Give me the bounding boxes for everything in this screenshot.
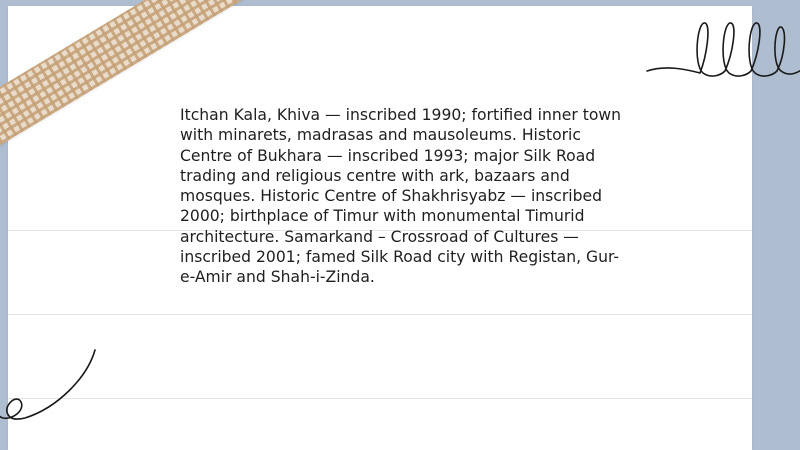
body-text: Itchan Kala, Khiva — inscribed 1990; fortified inner town with minarets, madrasas and mausoleums. Historic Centre of Bukhara — inscribed 1993; major Silk Road trading and religious centre with ark, bazaars and mosques. Historic Centre of Shakhrisyabz — inscribed 2000; birthplace of Timur with monumental Timurid architecture. Samarkand – Crossroad of Cultures — inscribed 2001; famed Silk Road city with Registan, Gur-e-Amir and Shah-i-Zinda. — [180, 106, 622, 287]
swirl-scribble-icon — [0, 348, 105, 428]
ruled-line — [8, 398, 752, 399]
loop-scribble-icon — [645, 15, 800, 85]
ruled-line — [8, 314, 752, 315]
